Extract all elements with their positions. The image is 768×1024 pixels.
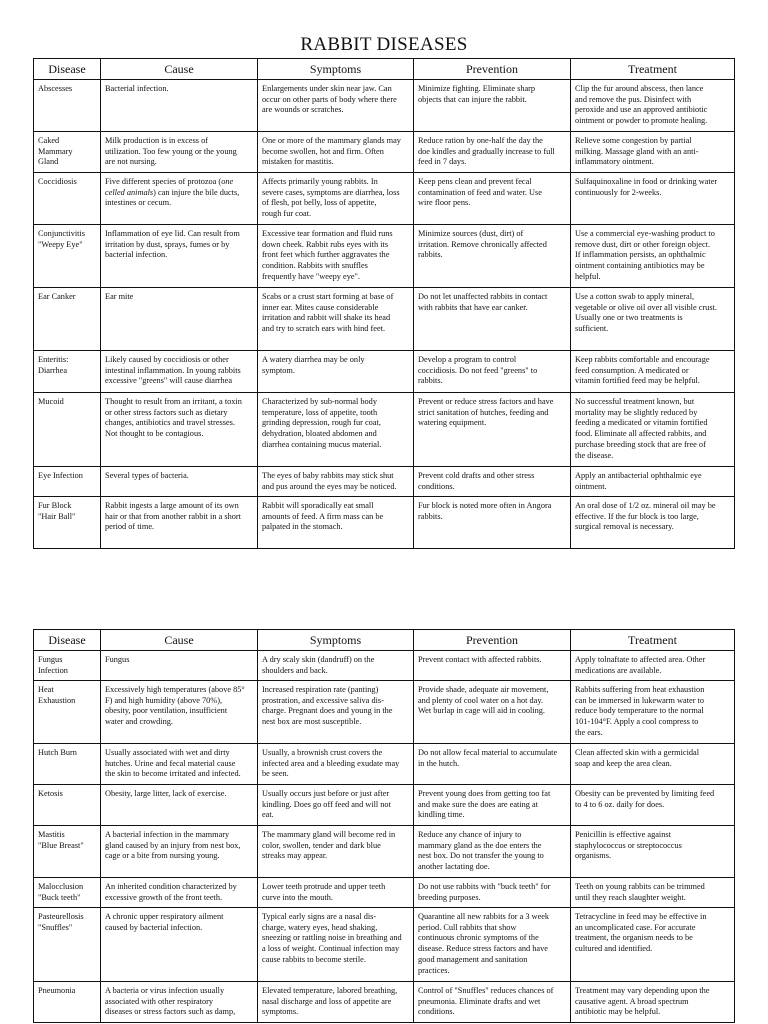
table-row bbox=[34, 351, 735, 393]
cause-cell: A chronic upper respiratory ailment caused by bacterial infection. bbox=[101, 908, 258, 982]
prevention-cell: Do not allow fecal material to accumulate in the hutch. bbox=[414, 744, 571, 785]
cause-cell: Fungus bbox=[101, 651, 258, 681]
disease-cell: Mucoid bbox=[34, 393, 101, 467]
disease-cell: Caked Mammary Gland bbox=[34, 132, 101, 173]
table-row bbox=[34, 982, 735, 1023]
cause-cell: Ear mite bbox=[101, 288, 258, 351]
table-row bbox=[34, 225, 735, 288]
table-row bbox=[34, 497, 735, 549]
disease-cell: Eye Infection bbox=[34, 467, 101, 497]
cause-cell: A bacteria or virus infection usually associated with other respiratory diseases or stress factors such as damp, bbox=[101, 982, 258, 1023]
italic-term: one celled animals bbox=[105, 177, 234, 197]
disease-cell: Malocclusion "Buck teeth" bbox=[34, 878, 101, 908]
header-prevention: Prevention bbox=[414, 630, 571, 651]
table-row bbox=[34, 132, 735, 173]
disease-cell: Ketosis bbox=[34, 785, 101, 826]
prevention-cell: Reduce any chance of injury to mammary gland as the doe enters the nest box. Do not transfer the young to another lactating doe. bbox=[414, 826, 571, 878]
treatment-cell: Use a commercial eye-washing product to remove dust, dirt or other foreign object. If inflammation persists, an ophthalmic ointment containing antibiotics may be helpful. bbox=[571, 225, 735, 288]
table-row bbox=[34, 744, 735, 785]
symptoms-cell: The mammary gland will become red in color, swollen, tender and dark blue streaks may appear. bbox=[258, 826, 414, 878]
prevention-cell: Fur block is noted more often in Angora rabbits. bbox=[414, 497, 571, 549]
symptoms-cell: Characterized by sub-normal body temperature, loss of appetite, tooth grinding depression, rough fur coat, dehydration, bloated abdomen and diarrhea containing mucus material. bbox=[258, 393, 414, 467]
symptoms-cell: Lower teeth protrude and upper teeth curve into the mouth. bbox=[258, 878, 414, 908]
page-title: RABBIT DISEASES bbox=[300, 34, 468, 55]
symptoms-cell: Increased respiration rate (panting) prostration, and excessive saliva dis- charge. Pregnant does and young in the nest box are most susceptible. bbox=[258, 681, 414, 744]
symptoms-cell: Rabbit will sporadically eat small amounts of feed. A firm mass can be palpated in the stomach. bbox=[258, 497, 414, 549]
treatment-cell: Apply an antibacterial ophthalmic eye ointment. bbox=[571, 467, 735, 497]
treatment-cell: An oral dose of 1/2 oz. mineral oil may be effective. If the fur block is too large, surgical removal is necessary. bbox=[571, 497, 735, 549]
disease-cell: Hutch Burn bbox=[34, 744, 101, 785]
table-row bbox=[34, 288, 735, 351]
prevention-cell: Keep pens clean and prevent fecal contamination of feed and water. Use wire floor pens. bbox=[414, 173, 571, 225]
disease-cell: Fungus Infection bbox=[38, 655, 68, 675]
header-treatment: Treatment bbox=[571, 630, 735, 651]
table-row bbox=[34, 651, 735, 681]
header-disease: Disease bbox=[34, 59, 101, 80]
cause-cell: Bacterial infection. bbox=[101, 80, 258, 132]
symptoms-cell: Scabs or a crust start forming at base of inner ear. Mites cause considerable irritation and rabbit will shake its head and try to scratch ears with hind feet. bbox=[258, 288, 414, 351]
prevention-cell: Minimize fighting. Eliminate sharp objects that can injure the rabbit. bbox=[414, 80, 571, 132]
cause-cell: Inflammation of eye lid. Can result from irritation by dust, sprays, fumes or by bacterial infection. bbox=[101, 225, 258, 288]
header-prevention: Prevention bbox=[414, 59, 571, 80]
treatment-cell: Penicillin is effective against staphylococcus or streptococcus organisms. bbox=[571, 826, 735, 878]
prevention-cell: Prevent or reduce stress factors and have strict sanitation of hutches, feeding and watering equipment. bbox=[414, 393, 571, 467]
cause-cell: Rabbit ingests a large amount of its own hair or that from another rabbit in a short period of time. bbox=[101, 497, 258, 549]
table-row bbox=[34, 681, 735, 744]
table-row bbox=[34, 393, 735, 467]
treatment-cell: No successful treatment known, but mortality may be slightly reduced by feeding a medicated or vitamin fortified food. Eliminate all affected rabbits, and purchase breeding stock that are free of the disease. bbox=[571, 393, 735, 467]
symptoms-cell: One or more of the mammary glands may become swollen, hot and firm. Often mistaken for mastitis. bbox=[258, 132, 414, 173]
cause-cell: Usually associated with wet and dirty hutches. Urine and fecal material cause the skin to become irritated and infected. bbox=[101, 744, 258, 785]
prevention-cell: Minimize sources (dust, dirt) of irritation. Remove chronically affected rabbits. bbox=[414, 225, 571, 288]
table-row bbox=[34, 908, 735, 982]
treatment-cell: Teeth on young rabbits can be trimmed until they reach slaughter weight. bbox=[571, 878, 735, 908]
table-row bbox=[34, 80, 735, 132]
cause-cell: Milk production is in excess of utilization. Too few young or the young are not nursing. bbox=[101, 132, 258, 173]
disease-cell: Heat Exhaustion bbox=[34, 681, 101, 744]
disease-cell: Ear Canker bbox=[34, 288, 101, 351]
symptoms-cell: Enlargements under skin near jaw. Can occur on other parts of body where there are wounds or scratches. bbox=[258, 80, 414, 132]
symptoms-cell: The eyes of baby rabbits may stick shut and pus around the eyes may be noticed. bbox=[258, 467, 414, 497]
treatment-cell: Treatment may vary depending upon the causative agent. A broad spectrum antibiotic may be helpful. bbox=[571, 982, 735, 1023]
disease-cell: Pasteurellosis "Snuffles" bbox=[34, 908, 101, 982]
prevention-cell: Do not use rabbits with "buck teeth" for breeding purposes. bbox=[414, 878, 571, 908]
prevention-cell: Develop a program to control coccidiosis. Do not feed "greens" to rabbits. bbox=[414, 351, 571, 393]
cause-cell: Thought to result from an irritant, a toxin or other stress factors such as dietary changes, antibiotics and travel stresses. Not thought to be contagious. bbox=[101, 393, 258, 467]
disease-cell: Enteritis: Diarrhea bbox=[34, 351, 101, 393]
header-disease: Disease bbox=[34, 630, 101, 651]
symptoms-cell: A watery diarrhea may be only symptom. bbox=[258, 351, 414, 393]
symptoms-cell: Affects primarily young rabbits. In severe cases, symptoms are diarrhea, loss of flesh, pot belly, loss of appetite, rough fur coat. bbox=[258, 173, 414, 225]
treatment-cell: Obesity can be prevented by limiting feed to 4 to 6 oz. daily for does. bbox=[571, 785, 735, 826]
table-row bbox=[34, 467, 735, 497]
disease-cell: Coccidiosis bbox=[34, 173, 101, 225]
cause-cell: Likely caused by coccidiosis or other intestinal inflammation. In young rabbits excessive "greens" will cause diarrhea bbox=[101, 351, 258, 393]
prevention-cell: Reduce ration by one-half the day the doe kindles and gradually increase to full feed in 7 days. bbox=[414, 132, 571, 173]
prevention-cell: Do not let unaffected rabbits in contact with rabbits that have ear canker. bbox=[414, 288, 571, 351]
symptoms-cell: A dry scaly skin (dandruff) on the shoulders and back. bbox=[258, 651, 414, 681]
treatment-cell: Clean affected skin with a germicidal soap and keep the area clean. bbox=[571, 744, 735, 785]
disease-cell: Abscesses bbox=[38, 84, 73, 93]
table-row bbox=[34, 785, 735, 826]
treatment-cell: Rabbits suffering from heat exhaustion can be immersed in lukewarm water to reduce body temperature to the normal 101-104°F. Apply a cool compress to the ears. bbox=[571, 681, 735, 744]
disease-cell: Pneumonia bbox=[34, 982, 101, 1023]
cause-cell: Excessively high temperatures (above 85° F) and high humidity (above 70%), obesity, poor ventilation, insufficient water and crowding. bbox=[101, 681, 258, 744]
table-row bbox=[34, 826, 735, 878]
disease-cell: Mastitis "Blue Breast" bbox=[34, 826, 101, 878]
header-treatment: Treatment bbox=[571, 59, 735, 80]
symptoms-cell: Usually occurs just before or just after kindling. Does go off feed and will not eat. bbox=[258, 785, 414, 826]
header-symptoms: Symptoms bbox=[258, 630, 414, 651]
prevention-cell: Prevent contact with affected rabbits. bbox=[414, 651, 571, 681]
header-row bbox=[34, 59, 735, 80]
prevention-cell: Control of "Snuffles" reduces chances of pneumonia. Eliminate drafts and wet conditions. bbox=[414, 982, 571, 1023]
prevention-cell: Prevent young does from getting too fat and make sure the does are eating at kindling time. bbox=[414, 785, 571, 826]
treatment-cell: Apply tolnaftate to affected area. Other medications are available. bbox=[571, 651, 735, 681]
treatment-cell: Clip the fur around abscess, then lance and remove the pus. Disinfect with peroxide and use an approved antibiotic ointment or powder to promote healing. bbox=[571, 80, 735, 132]
symptoms-cell: Typical early signs are a nasal dis- charge, watery eyes, head shaking, sneezing or rattling noise in breathing and a loss of weight. Continual infection may cause rabbits to become sterile. bbox=[258, 908, 414, 982]
header-cause: Cause bbox=[101, 630, 258, 651]
cause-cell: Several types of bacteria. bbox=[101, 467, 258, 497]
treatment-cell: Sulfaquinoxaline in food or drinking water continuously for 2-weeks. bbox=[571, 173, 735, 225]
disease-cell: Conjunctivitis "Weepy Eye" bbox=[34, 225, 101, 288]
symptoms-cell: Excessive tear formation and fluid runs down cheek. Rabbit rubs eyes with its front feet which further aggravates the condition. Rabbits with snuffles frequently have "weepy eye". bbox=[258, 225, 414, 288]
cause-cell: An inherited condition characterized by excessive growth of the front teeth. bbox=[101, 878, 258, 908]
header-cause: Cause bbox=[101, 59, 258, 80]
treatment-cell: Keep rabbits comfortable and encourage feed consumption. A medicated or vitamin fortified feed may be helpful. bbox=[571, 351, 735, 393]
table-row bbox=[34, 878, 735, 908]
disease-table-2 bbox=[33, 629, 735, 1023]
cause-cell: Obesity, large litter, lack of exercise. bbox=[101, 785, 258, 826]
treatment-cell: Use a cotton swab to apply mineral, vegetable or olive oil over all visible crust. Usually one or two treatments is sufficient. bbox=[571, 288, 735, 351]
header-row bbox=[34, 630, 735, 651]
symptoms-cell: Usually, a brownish crust covers the infected area and a bleeding exudate may be seen. bbox=[258, 744, 414, 785]
symptoms-cell: Elevated temperature, labored breathing, nasal discharge and loss of appetite are symptoms. bbox=[258, 982, 414, 1023]
cause-cell: Five different species of protozoa (one celled animals) can injure the bile ducts, intestines or cecum. bbox=[101, 173, 258, 225]
table-row bbox=[34, 173, 735, 225]
prevention-cell: Quarantine all new rabbits for a 3 week period. Cull rabbits that show continuous chronic symptoms of the disease. Reduce stress factors and have good management and sanitation practices. bbox=[414, 908, 571, 982]
treatment-cell: Relieve some congestion by partial milking. Massage gland with an anti- inflammatory ointment. bbox=[571, 132, 735, 173]
disease-cell: Fur Block "Hair Ball" bbox=[34, 497, 101, 549]
prevention-cell: Provide shade, adequate air movement, and plenty of cool water on a hot day. Wet burlap in cage will aid in cooling. bbox=[414, 681, 571, 744]
header-symptoms: Symptoms bbox=[258, 59, 414, 80]
treatment-cell: Tetracycline in feed may be effective in an uncomplicated case. For accurate treatment, the organism needs to be cultured and identified. bbox=[571, 908, 735, 982]
disease-table-1 bbox=[33, 58, 735, 549]
cause-cell: A bacterial infection in the mammary gland caused by an injury from nest box, cage or a bite from nursing young. bbox=[101, 826, 258, 878]
prevention-cell: Prevent cold drafts and other stress conditions. bbox=[414, 467, 571, 497]
